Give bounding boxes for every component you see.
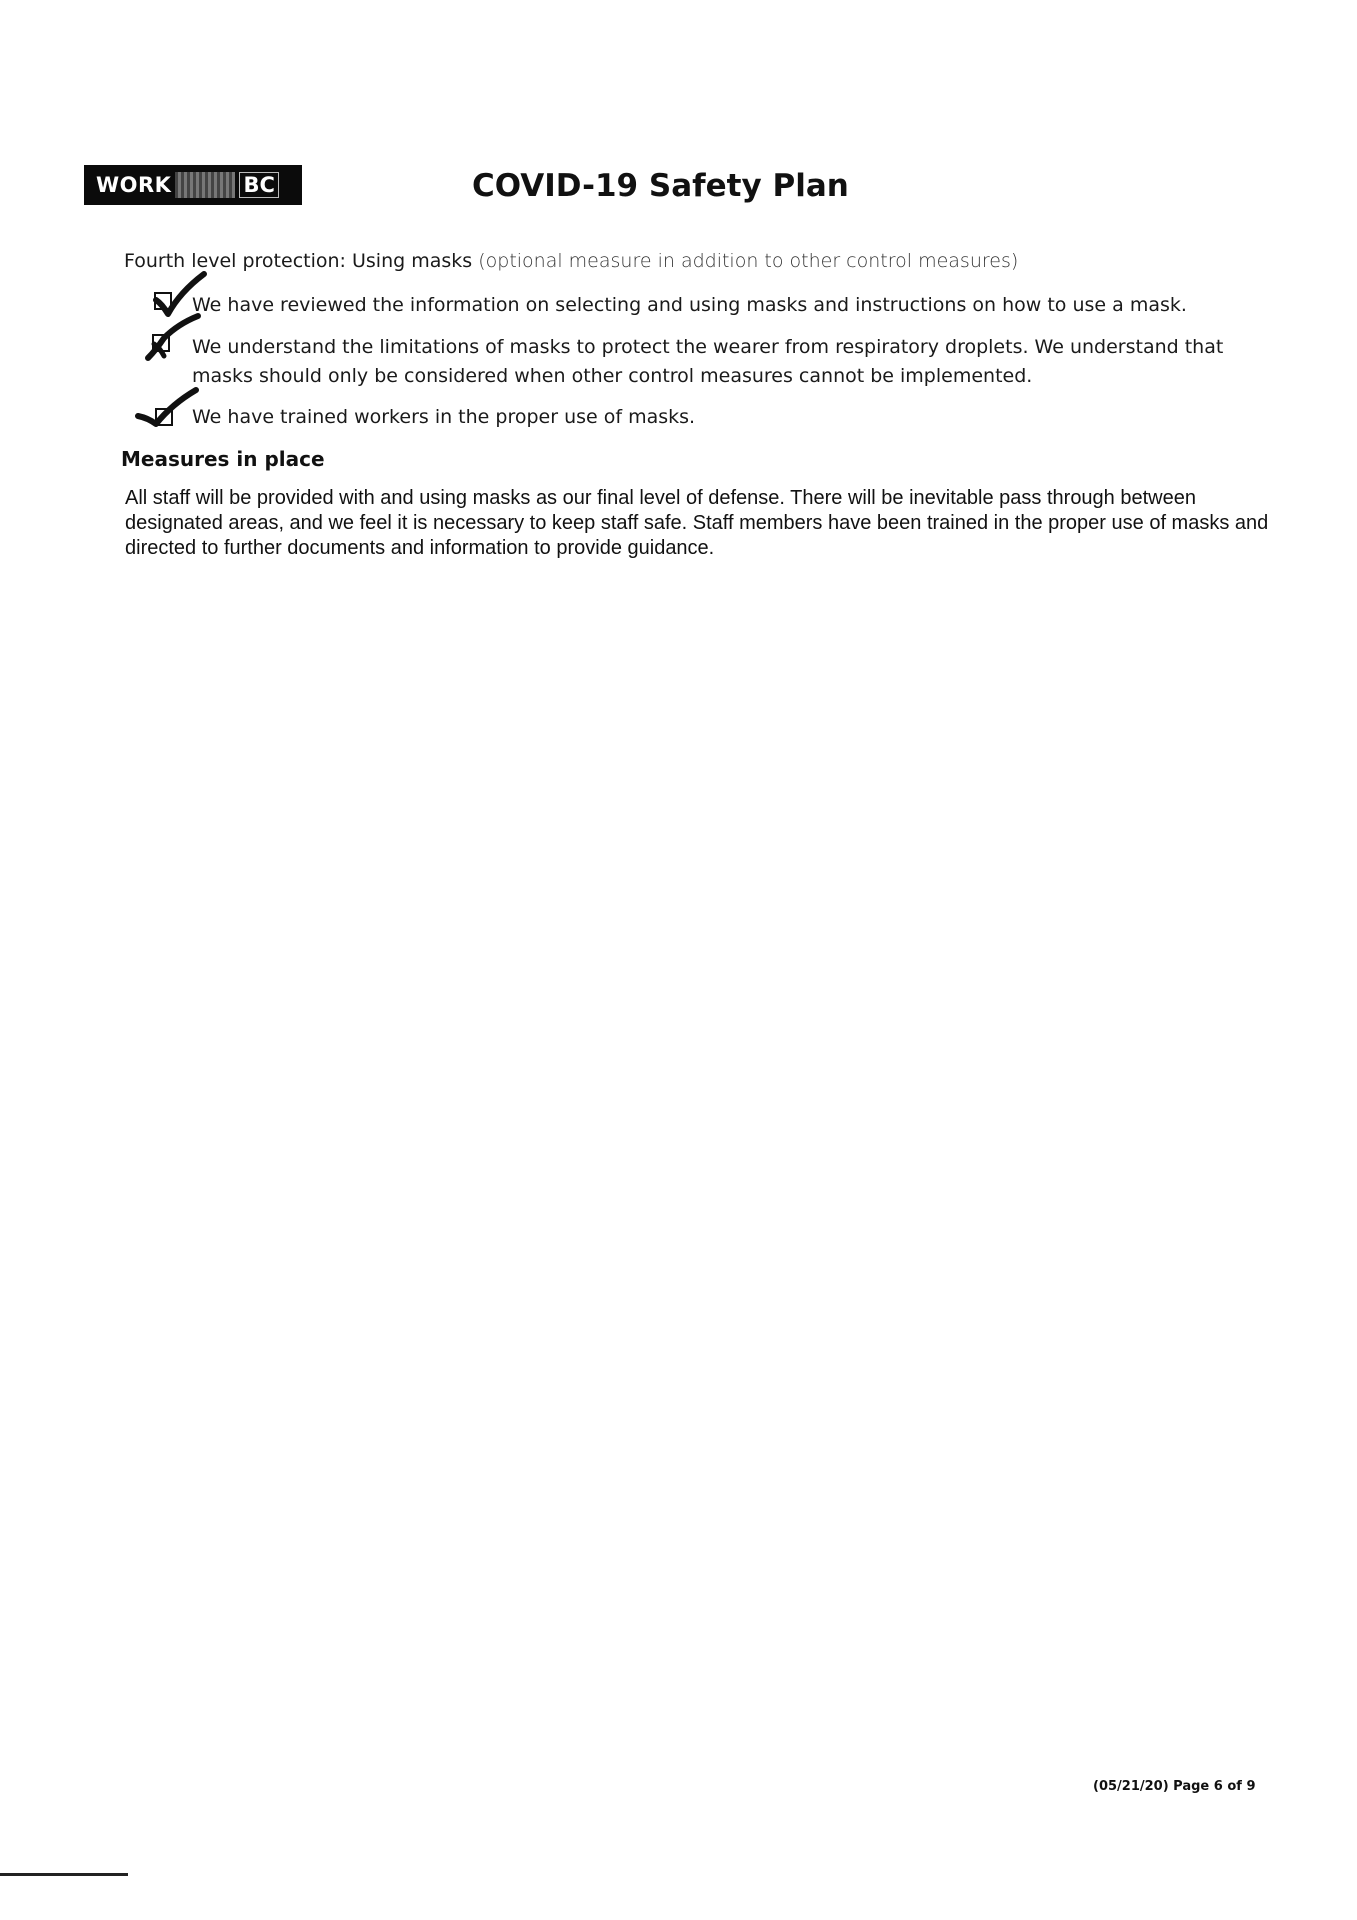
checklist-item-3: We have trained workers in the proper use of masks. [192,406,696,428]
protection-level-label [124,250,1018,272]
measures-text: All staff will be provided with and using masks as our final level of defense. There will be inevitable pass through between designated areas, and we feel it is necessary to keep staff safe. Staff members have been trained in the proper use of masks and directed to further documents and information to provide guidance. [125,487,1269,559]
scan-edge-mark [0,1873,128,1876]
page-title: COVID-19 Safety Plan [472,168,849,204]
logo-scanned-gap [175,172,235,198]
level-label: Fourth level protection: Using masks [124,250,473,272]
worksafebc-logo [84,165,302,205]
logo-text-work: WORK [96,173,172,197]
logo-text-bc: BC [239,172,278,198]
measures-heading: Measures in place [121,447,325,471]
page-footer: (05/21/20) Page 6 of 9 [1093,1779,1256,1794]
checklist-item-2: We understand the limitations of masks to protect the wearer from respiratory droplets. We understand that masks should only be considered when other control measures cannot be implemented. [192,336,1224,387]
checklist-item-1: We have reviewed the information on selecting and using masks and instructions on how to use a mask. [192,294,1187,316]
level-note: (optional measure in addition to other control measures) [478,250,1019,272]
